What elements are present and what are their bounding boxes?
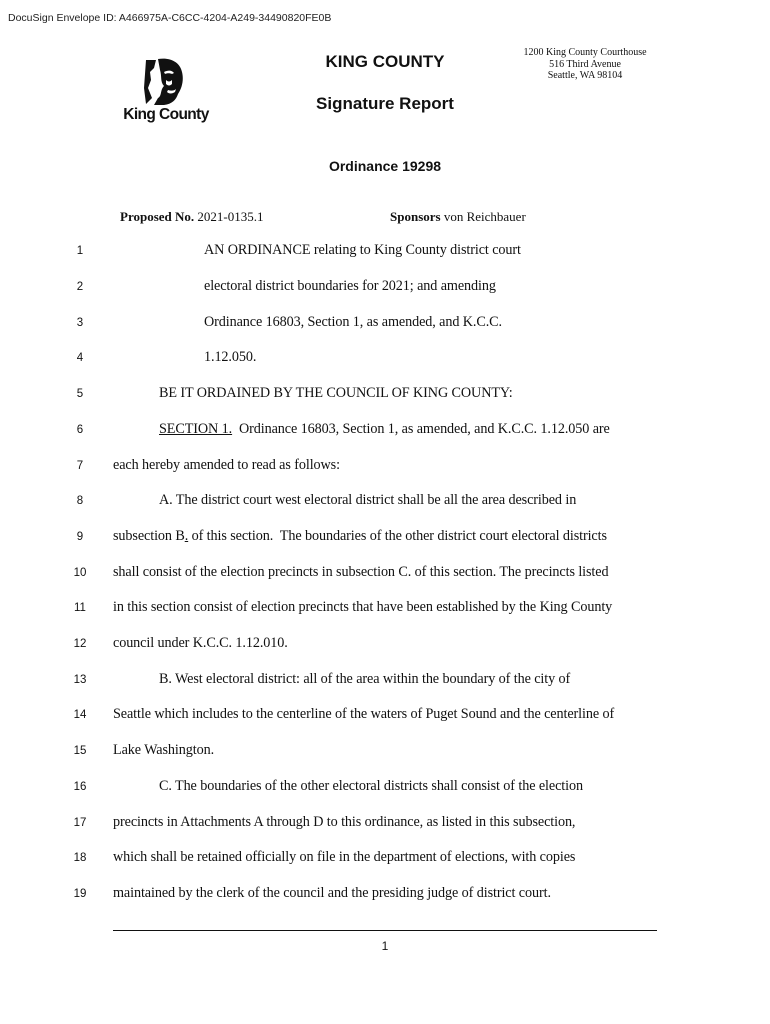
line-text: shall consist of the election precincts in subsection C. of this section. The precincts listed [113, 564, 609, 580]
proposed-number [120, 209, 264, 225]
line-text: A. The district court west electoral district shall be all the area described in [159, 492, 577, 508]
line-number: 14 [73, 709, 87, 721]
line-text [159, 421, 610, 438]
line-text [113, 528, 607, 545]
line-number: 2 [76, 281, 84, 293]
line-text: AN ORDINANCE relating to King County district court [204, 242, 521, 258]
mlk-portrait-icon [142, 58, 188, 106]
docusign-envelope-id: DocuSign Envelope ID: A466975A-C6CC-4204-A249-34490820FE0B [8, 12, 332, 24]
line-number: 9 [76, 531, 84, 543]
footer-divider [113, 930, 657, 931]
line-text: Lake Washington. [113, 742, 215, 758]
address-line: Seattle, WA 98104 [547, 70, 623, 81]
line-text: Seattle which includes to the centerline of the waters of Puget Sound and the centerline of [113, 706, 615, 722]
line-text: council under K.C.C. 1.12.010. [113, 635, 288, 651]
proposed-label: Proposed No. [120, 209, 195, 224]
report-title: Signature Report [316, 94, 454, 113]
address-block [505, 47, 665, 82]
line-number: 11 [74, 602, 86, 614]
line-text: which shall be retained officially on file in the department of elections, with copies [113, 849, 576, 865]
county-title: KING COUNTY [325, 52, 445, 71]
line-number: 5 [76, 388, 84, 400]
line-text: C. The boundaries of the other electoral districts shall consist of the election [159, 778, 583, 794]
line-number: 19 [73, 888, 87, 900]
address-line: 1200 King County Courthouse [523, 47, 647, 58]
line-text: maintained by the clerk of the council and the presiding judge of district court. [113, 885, 551, 901]
line-number: 7 [76, 460, 84, 472]
line-text: BE IT ORDAINED BY THE COUNCIL OF KING COUNTY: [159, 385, 513, 401]
line-number: 15 [73, 745, 87, 757]
line-text-rest: Ordinance 16803, Section 1, as amended, and K.C.C. 1.12.050 are [232, 421, 610, 437]
line-number: 13 [73, 674, 87, 686]
proposed-value: 2021-0135.1 [197, 209, 264, 224]
inserted-period: . [184, 528, 189, 544]
logo-wordmark: King County [123, 106, 209, 123]
line-text: precincts in Attachments A through D to this ordinance, as listed in this subsection, [113, 814, 576, 830]
ordinance-title: Ordinance 19298 [328, 158, 442, 174]
sponsors [390, 209, 526, 225]
line-number: 3 [76, 317, 84, 329]
line-text: each hereby amended to read as follows: [113, 457, 340, 473]
line-number: 4 [76, 352, 84, 364]
line-text: B. West electoral district: all of the area within the boundary of the city of [159, 671, 571, 687]
address-line: 516 Third Avenue [549, 58, 621, 70]
king-county-logo [118, 58, 214, 128]
line-number: 6 [76, 424, 84, 436]
line-number: 16 [73, 781, 87, 793]
page-number: 1 [381, 939, 389, 953]
line-number: 17 [73, 817, 87, 829]
line-number: 8 [76, 495, 84, 507]
line-number: 1 [76, 245, 84, 257]
line-text-start: subsection B [113, 528, 185, 544]
line-text: electoral district boundaries for 2021; and amending [204, 278, 496, 294]
line-text: Ordinance 16803, Section 1, as amended, and K.C.C. [204, 314, 502, 330]
sponsors-value: von Reichbauer [443, 209, 526, 224]
line-text-rest: of this section. The boundaries of the other district court electoral districts [188, 528, 607, 544]
line-number: 12 [73, 638, 87, 650]
line-text: 1.12.050. [204, 349, 257, 365]
line-number: 10 [73, 567, 87, 579]
line-number: 18 [73, 852, 87, 864]
line-text: in this section consist of election precincts that have been established by the King County [113, 599, 613, 615]
section-heading: SECTION 1. [159, 421, 233, 437]
sponsors-label: Sponsors [390, 209, 441, 224]
